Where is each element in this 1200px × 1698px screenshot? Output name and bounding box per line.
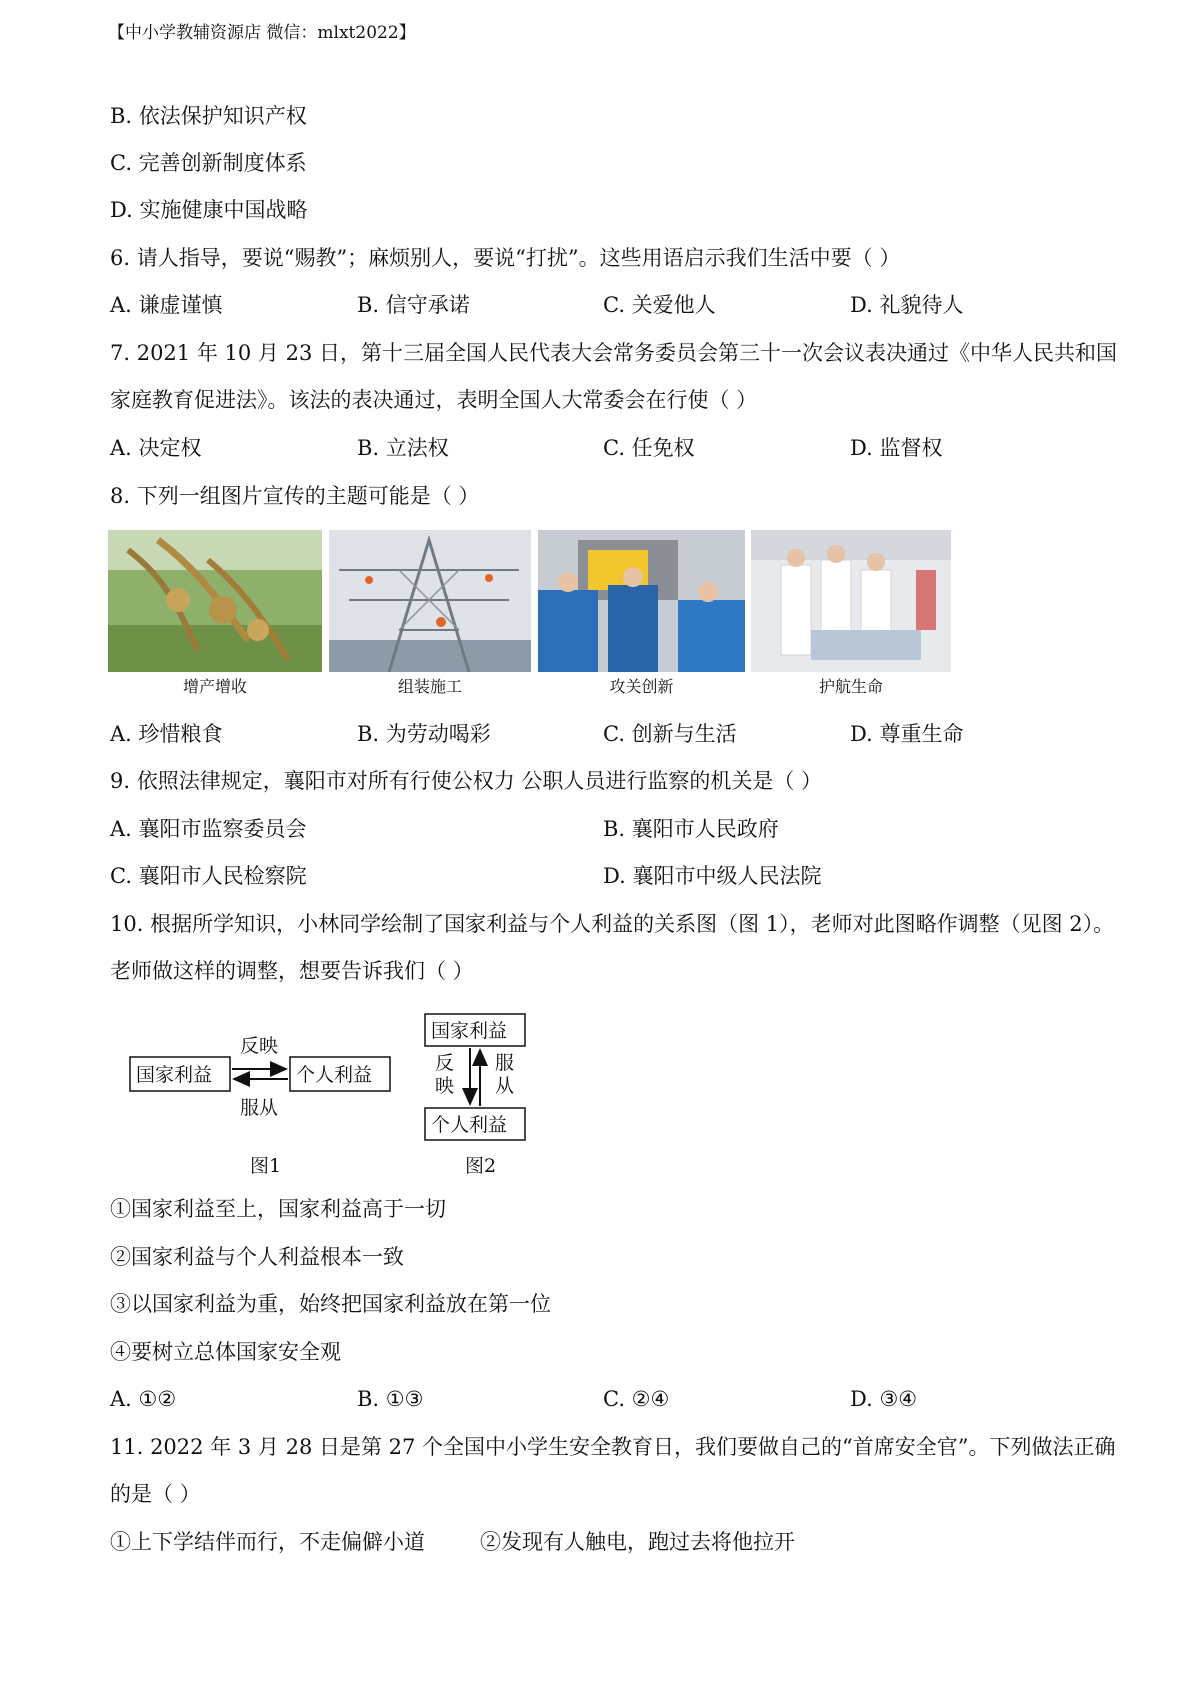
q9-option-b: B. 襄阳市人民政府 <box>603 817 779 841</box>
q9-option-d: D. 襄阳市中级人民法院 <box>603 864 822 888</box>
q10-option-c: C. ②④ <box>603 1387 670 1411</box>
fig2-national-label: 国家利益 <box>431 1020 508 1042</box>
q10-option-b: B. ①③ <box>357 1387 424 1411</box>
page-header: 【中小学教辅资源店 微信：mlxt2022】 <box>108 23 416 43</box>
interest-relation-diagram <box>120 1012 550 1177</box>
fig2-obey-char2: 从 <box>495 1075 515 1097</box>
q5-option-b: B. 依法保护知识产权 <box>110 104 307 128</box>
q7-option-c: C. 任免权 <box>603 436 695 460</box>
q9-option-a: A. 襄阳市监察委员会 <box>110 817 307 841</box>
q6-option-a: A. 谦虚谨慎 <box>110 293 223 317</box>
q6-option-b: B. 信守承诺 <box>357 293 470 317</box>
q6-option-d: D. 礼貌待人 <box>850 293 964 317</box>
q11-stem-line1: 11. 2022 年 3 月 28 日是第 27 个全国中小学生安全教育日，我们要做自己的“首席安全官”。下列做法正确 <box>110 1435 1116 1459</box>
q11-statement-1: ①上下学结伴而行，不走偏僻小道 <box>110 1530 425 1554</box>
photo-engineers-innovation <box>538 530 745 672</box>
fig1-national-label: 国家利益 <box>136 1064 213 1086</box>
caption-medical: 护航生命 <box>818 677 883 696</box>
q10-option-a: A. ①② <box>110 1387 177 1411</box>
q7-stem-line1: 7. 2021 年 10 月 23 日，第十三届全国人民代表大会常务委员会第三十一次会议表决通过《中华人民共和国 <box>110 341 1117 365</box>
q5-option-d: D. 实施健康中国战略 <box>110 198 308 222</box>
caption-tower: 组装施工 <box>397 677 462 696</box>
fig1-obey-label: 服从 <box>240 1097 279 1119</box>
fig2-caption: 图2 <box>465 1155 497 1177</box>
q8-stem: 8. 下列一组图片宣传的主题可能是（ ） <box>110 484 480 508</box>
q6-option-c: C. 关爱他人 <box>603 293 716 317</box>
photo-rice-harvest <box>108 530 322 672</box>
q7-stem-line2: 家庭教育促进法》。该法的表决通过，表明全国人大常委会在行使（ ） <box>110 388 758 412</box>
q11-stem-line2: 的是（ ） <box>110 1482 201 1506</box>
photo-medical-staff <box>751 530 951 672</box>
fig2-personal-label: 个人利益 <box>431 1114 508 1136</box>
q8-option-c: C. 创新与生活 <box>603 722 737 746</box>
q10-stem-line2: 老师做这样的调整，想要告诉我们（ ） <box>110 959 474 983</box>
caption-rice: 增产增收 <box>182 677 247 696</box>
q6-stem: 6. 请人指导，要说“赐教”；麻烦别人，要说“打扰”。这些用语启示我们生活中要（ ） <box>110 246 901 270</box>
q10-statement-1: ①国家利益至上，国家利益高于一切 <box>110 1197 446 1221</box>
q8-option-a: A. 珍惜粮食 <box>110 722 223 746</box>
q7-option-b: B. 立法权 <box>357 436 449 460</box>
q7-option-d: D. 监督权 <box>850 436 943 460</box>
q8-option-d: D. 尊重生命 <box>850 722 964 746</box>
q10-statement-3: ③以国家利益为重，始终把国家利益放在第一位 <box>110 1292 551 1316</box>
q10-stem-line1: 10. 根据所学知识，小林同学绘制了国家利益与个人利益的关系图（图 1），老师对此图略作调整（见图 2）。 <box>110 912 1115 936</box>
fig2-reflect-char2: 映 <box>435 1075 455 1097</box>
photo-tower-construction <box>329 530 531 672</box>
caption-engineers: 攻关创新 <box>609 677 674 696</box>
q7-option-a: A. 决定权 <box>110 436 202 460</box>
fig2-reflect-char1: 反 <box>435 1052 455 1074</box>
q10-statement-2: ②国家利益与个人利益根本一致 <box>110 1245 404 1269</box>
q10-statement-4: ④要树立总体国家安全观 <box>110 1340 341 1364</box>
q8-option-b: B. 为劳动喝彩 <box>357 722 491 746</box>
fig1-personal-label: 个人利益 <box>296 1064 373 1086</box>
fig1-reflect-label: 反映 <box>240 1035 279 1057</box>
fig2-obey-char1: 服 <box>495 1052 515 1074</box>
q9-option-c: C. 襄阳市人民检察院 <box>110 864 307 888</box>
fig1-caption: 图1 <box>250 1155 282 1177</box>
q5-option-c: C. 完善创新制度体系 <box>110 151 307 175</box>
q9-stem: 9. 依照法律规定，襄阳市对所有行使公权力 公职人员进行监察的机关是（ ） <box>110 769 823 793</box>
q10-option-d: D. ③④ <box>850 1387 918 1411</box>
q11-statement-2: ②发现有人触电，跑过去将他拉开 <box>480 1530 795 1554</box>
